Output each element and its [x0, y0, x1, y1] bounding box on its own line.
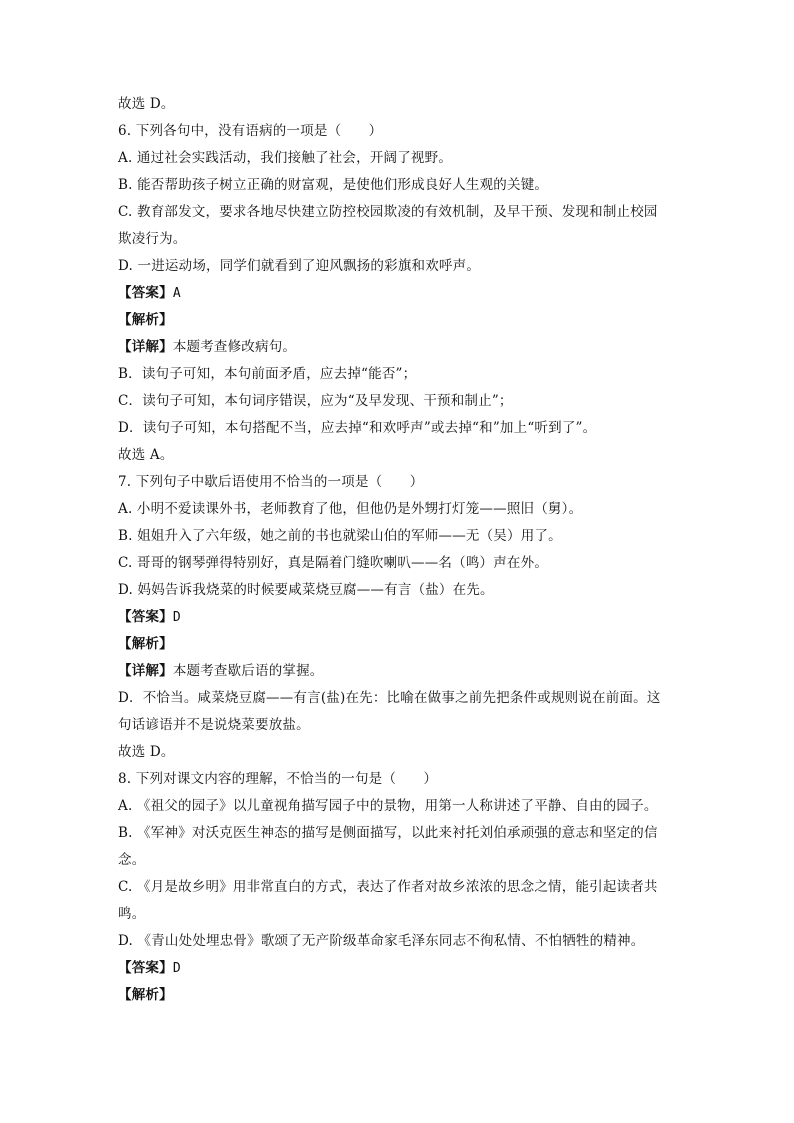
- question-8-option-a: A. 《祖父的园子》以儿童视角描写园子中的景物，用第一人称讲述了平静、自由的园子。: [118, 798, 658, 814]
- answer-value: A: [172, 286, 181, 301]
- question-6-stem: 6. 下列各句中，没有语病的一项是（ ）: [118, 123, 383, 139]
- explanation-q6-d: D．读句子可知，本句搭配不当，应去掉“和欢呼声”或去掉“和”加上“听到了”。: [118, 420, 597, 436]
- detail-label: 【详解】: [118, 339, 173, 355]
- explanation-q6-c: C．读句子可知，本句词序错误，应为“及早发现、干预和制止”；: [118, 393, 513, 409]
- question-7-stem: 7. 下列句子中歇后语使用不恰当的一项是（ ）: [118, 474, 424, 490]
- answer-label: 【答案】: [118, 285, 173, 301]
- answer-value: D: [172, 610, 181, 625]
- question-7-option-c: C. 哥哥的钢琴弹得特别好，真是隔着门缝吹喇叭——名（鸣）声在外。: [118, 555, 549, 571]
- answer-label: 【答案】: [118, 960, 173, 976]
- detail-text: 本题考查歇后语的掌握。: [172, 663, 324, 679]
- detail-label: 【详解】: [118, 663, 173, 679]
- question-8-stem: 8. 下列对课文内容的理解，不恰当的一句是（ ）: [118, 771, 438, 787]
- question-7-option-b: B. 姐姐升入了六年级，她之前的书也就梁山伯的军师——无（吴）用了。: [118, 528, 562, 544]
- question-8-option-c: C. 《月是故乡明》用非常直白的方式，表达了作者对故乡浓浓的思念之情，能引起读者共: [118, 879, 658, 895]
- detail-line-q6: [118, 334, 678, 361]
- question-7-option-d: D. 妈妈告诉我烧菜的时候要咸菜烧豆腐——有言（盐）在先。: [118, 582, 494, 598]
- analysis-label-q8: 【解析】: [118, 987, 173, 1003]
- analysis-label-q7: 【解析】: [118, 636, 173, 652]
- detail-line-q7: [118, 658, 678, 685]
- question-8-option-d: D. 《青山处处埋忠骨》歌颂了无产阶级革命家毛泽东同志不徇私情、不怕牺牲的精神。: [118, 933, 645, 949]
- explanation-q7-d-cont: 句话谚语并不是说烧菜要放盐。: [118, 717, 310, 733]
- answer-label: 【答案】: [118, 609, 173, 625]
- question-7-option-a: A. 小明不爱读课外书，老师教育了他，但他仍是外甥打灯笼——照旧（舅）。: [118, 501, 583, 517]
- answer-line-q7: [118, 604, 678, 631]
- question-8-option-b-cont: 念。: [118, 852, 146, 868]
- question-8-option-c-cont: 鸣。: [118, 906, 146, 922]
- question-8-option-b: B. 《军神》对沃克医生神态的描写是侧面描写，以此来衬托刘伯承顽强的意志和坚定的信: [118, 825, 658, 841]
- conclusion-q5: 故选 D。: [118, 96, 175, 112]
- question-6-option-a: A. 通过社会实践活动，我们接触了社会，开阔了视野。: [118, 150, 453, 166]
- answer-value: D: [172, 961, 181, 976]
- explanation-q7-d: D．不恰当。咸菜烧豆腐——有言(盐)在先：比喻在做事之前先把条件或规则说在前面。这: [118, 690, 661, 706]
- document-body: [118, 91, 678, 1009]
- answer-line-q8: [118, 955, 678, 982]
- question-6-option-c-cont: 欺凌行为。: [118, 231, 187, 247]
- conclusion-q6: 故选 A。: [118, 447, 174, 463]
- question-6-option-c: C. 教育部发文，要求各地尽快建立防控校园欺凌的有效机制，及早干预、发现和制止校园: [118, 204, 658, 220]
- conclusion-q7: 故选 D。: [118, 744, 175, 760]
- answer-line-q6: [118, 280, 678, 307]
- question-6-option-b: B. 能否帮助孩子树立正确的财富观，是使他们形成良好人生观的关键。: [118, 177, 549, 193]
- analysis-label-q6: 【解析】: [118, 312, 173, 328]
- question-6-option-d: D. 一进运动场，同学们就看到了迎风飘扬的彩旗和欢呼声。: [118, 258, 481, 274]
- explanation-q6-b: B．读句子可知，本句前面矛盾，应去掉“能否”；: [118, 366, 417, 382]
- detail-text: 本题考查修改病句。: [172, 339, 297, 355]
